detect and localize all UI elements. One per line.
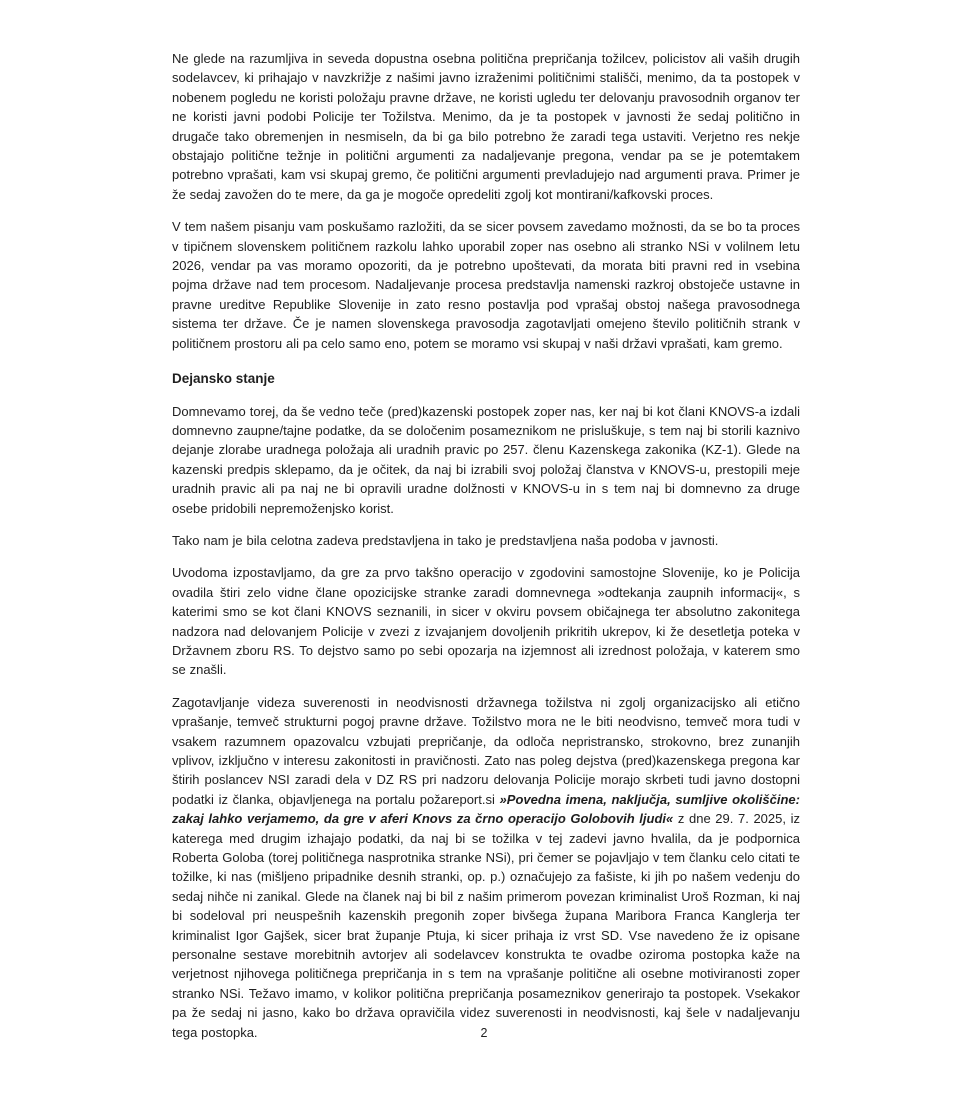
- paragraph-postopek-ne-koristi: Ne glede na razumljiva in seveda dopustna osebna politična prepričanja tožilcev, policistov ali vaših drugih sodelavcev, ki prihajajo v navzkrižje z našimi javno izraženimi političnimi stališči, menimo, da ta postopek v nobenem pogledu ne koristi položaju pravne države, ne koristi ugledu ter delovanju pravosodnih organov ter ne koristi javni podobi Policije ter Tožilstva. Menimo, da je ta postopek v javnosti že sedaj politično in drugače tako obremenjen in nesmiseln, da bi ga bilo potrebno že zaradi tega ustaviti. Verjetno res nekje obstajajo politične težnje in politični argumenti za nadaljevanje pregona, vendar pa se je potemtakem potrebno vprašati, kam vsi skupaj gremo, če politični argumenti prevladujejo nad argumenti prava. Primer je že sedaj zavožen do te mere, da ga je mogoče opredeliti zgolj kot montirani/kafkovski proces.: [172, 51, 800, 202]
- paragraph-uvodoma-izpostavljamo: Uvodoma izpostavljamo, da gre za prvo takšno operacijo v zgodovini samostojne Slovenije, ko je Policija ovadila štiri zelo vidne člane opozicijske stranke zaradi domnevnega »odtekanja zaupnih informacij«, s katerimi smo se kot člani KNOVS seznanili, in sicer v okviru povsem običajnega ter absolutno zakonitega nadzora nad delovanjem Policije v zvezi z izvajanjem dovoljenih prikritih ukrepov, ki že desetletja poteka v Državnem zboru RS. To dejstvo samo po sebi opozarja na izjemnost ali izrednost položaja, v katerem smo se znašli.: [172, 565, 800, 678]
- document-body: [172, 49, 800, 1055]
- article-title-pozareport: »Povedna imena, naključja, sumljive okoliščine: zakaj lahko verjamemo, da gre v aferi Knovs za črno operacijo Golobovih ljudi«: [172, 791, 800, 827]
- paragraph-domneva-postopka: Domnevamo torej, da še vedno teče (pred)kazenski postopek zoper nas, ker naj bi kot člani KNOVS-a izdali domnevno zaupne/tajne podatke, da se določenim posameznikom ne prisluškuje, s tem naj bi storili kaznivo dejanje zlorabe uradnega položaja ali uradnih pravic po 257. členu Kazenskega zakonika (KZ-1). Glede na kazenski predpis sklepamo, da je očitek, da naj bi izrabili svoj položaj članstva v KNOVS-u, prestopili meje uradnih pravic ali pa naj ne bi opravili uradne dolžnosti v KNOVS-u in s tem naj bi domnevno za druge osebe pridobili nepremoženjsko korist.: [172, 403, 800, 516]
- paragraph-predstavitev-zadeve: Tako nam je bila celotna zadeva predstavljena in tako je predstavljena naša podoba v javnosti.: [172, 532, 719, 548]
- paragraph-zagotavljanje-lead-text: Zagotavljanje videza suverenosti in neodvisnosti državnega tožilstva ni zgolj organizacijsko ali etično vprašanje, temveč strukturni pogoj pravne države. Tožilstvo mora ne le biti neodvisno, temveč mora tudi v vsakem razumnem opazovalcu vzbujati prepričanje, da odloča nepristransko, strokovno, brez zunanjih vplivov, izključno v interesu zakonitosti in pravičnosti. Zato nas poleg dejstva (pred)kazenskega pregona kar štirih poslancev NSI zaradi dela v DZ RS pri nadzoru delovanja Policije morajo skrbeti tudi javno dostopni podatki iz članka, objavljenega na portalu požareport.si: [172, 694, 800, 807]
- paragraph-pisanje-razlozitev: V tem našem pisanju vam poskušamo razložiti, da se sicer povsem zavedamo možnosti, da se bo ta proces v tipičnem slovenskem političnem razkolu lahko uporabil zoper nas osebno ali stranko NSi v volilnem letu 2026, vendar pa vas moramo opozoriti, da je potrebno upoštevati, da morata biti pravni red in vsebina pojma države nad tem procesom. Nadaljevanje procesa predstavlja namenski razkroj obstoječe ustavne in pravne ureditve Republike Slovenije in zato resno postavlja pod vprašaj obstoj našega pravosodnega sistema ter države. Če je namen slovenskega pravosodja zagotavljati omejeno število političnih strank v političnem prostoru ali pa celo samo eno, potem se moramo vsi skupaj v naši državi vprašati, kam gremo.: [172, 219, 800, 351]
- paragraph-zagotavljanje-videza: [172, 693, 800, 1042]
- section-heading-dejansko-stanje: Dejansko stanje: [172, 371, 275, 387]
- paragraph-zagotavljanje-tail-text: z dne 29. 7. 2025, iz katerega med drugim izhajajo podatki, da naj bi se tožilka v tej zadevi javno hvalila, da je podpornica Roberta Goloba (torej političnega nasprotnika stranke NSi), pri čemer se pojavljajo v tem članku celo citati te tožilke, ki nas (mišljeno pripadnike desnih stranki, op. p.) označujejo za fašiste, ki jih po našem vedenju do sedaj nihče ni zanikal. Glede na članek naj bi bil z našim primerom povezan kriminalist Uroš Rozman, ki naj bi sodeloval pri neuspešnih kazenskih pregonih zoper bivšega župana Maribora Franca Kanglerja ter kriminalist Igor Gajšek, sicer brat županje Ptuja, ki sicer prihaja iz vrst SD. Vse navedeno že iz opisane personalne sestave morebitnih avtorjev ali sodelavcev konstrukta te ovadbe oziroma postopka kaže na verjetnost njihovega političnega prepričanja in s tem na vprašanje politične ali osebne motiviranosti zoper stranko NSi. Težavo imamo, v kolikor politična prepričanja posameznikov generirajo ta postopek. Vsekakor pa že sedaj ni jasno, kako bo država opravičila videz suverenosti in neodvisnosti, kaj šele v nadaljevanju tega postopka.: [172, 811, 800, 1040]
- page-number: 2: [480, 1026, 488, 1040]
